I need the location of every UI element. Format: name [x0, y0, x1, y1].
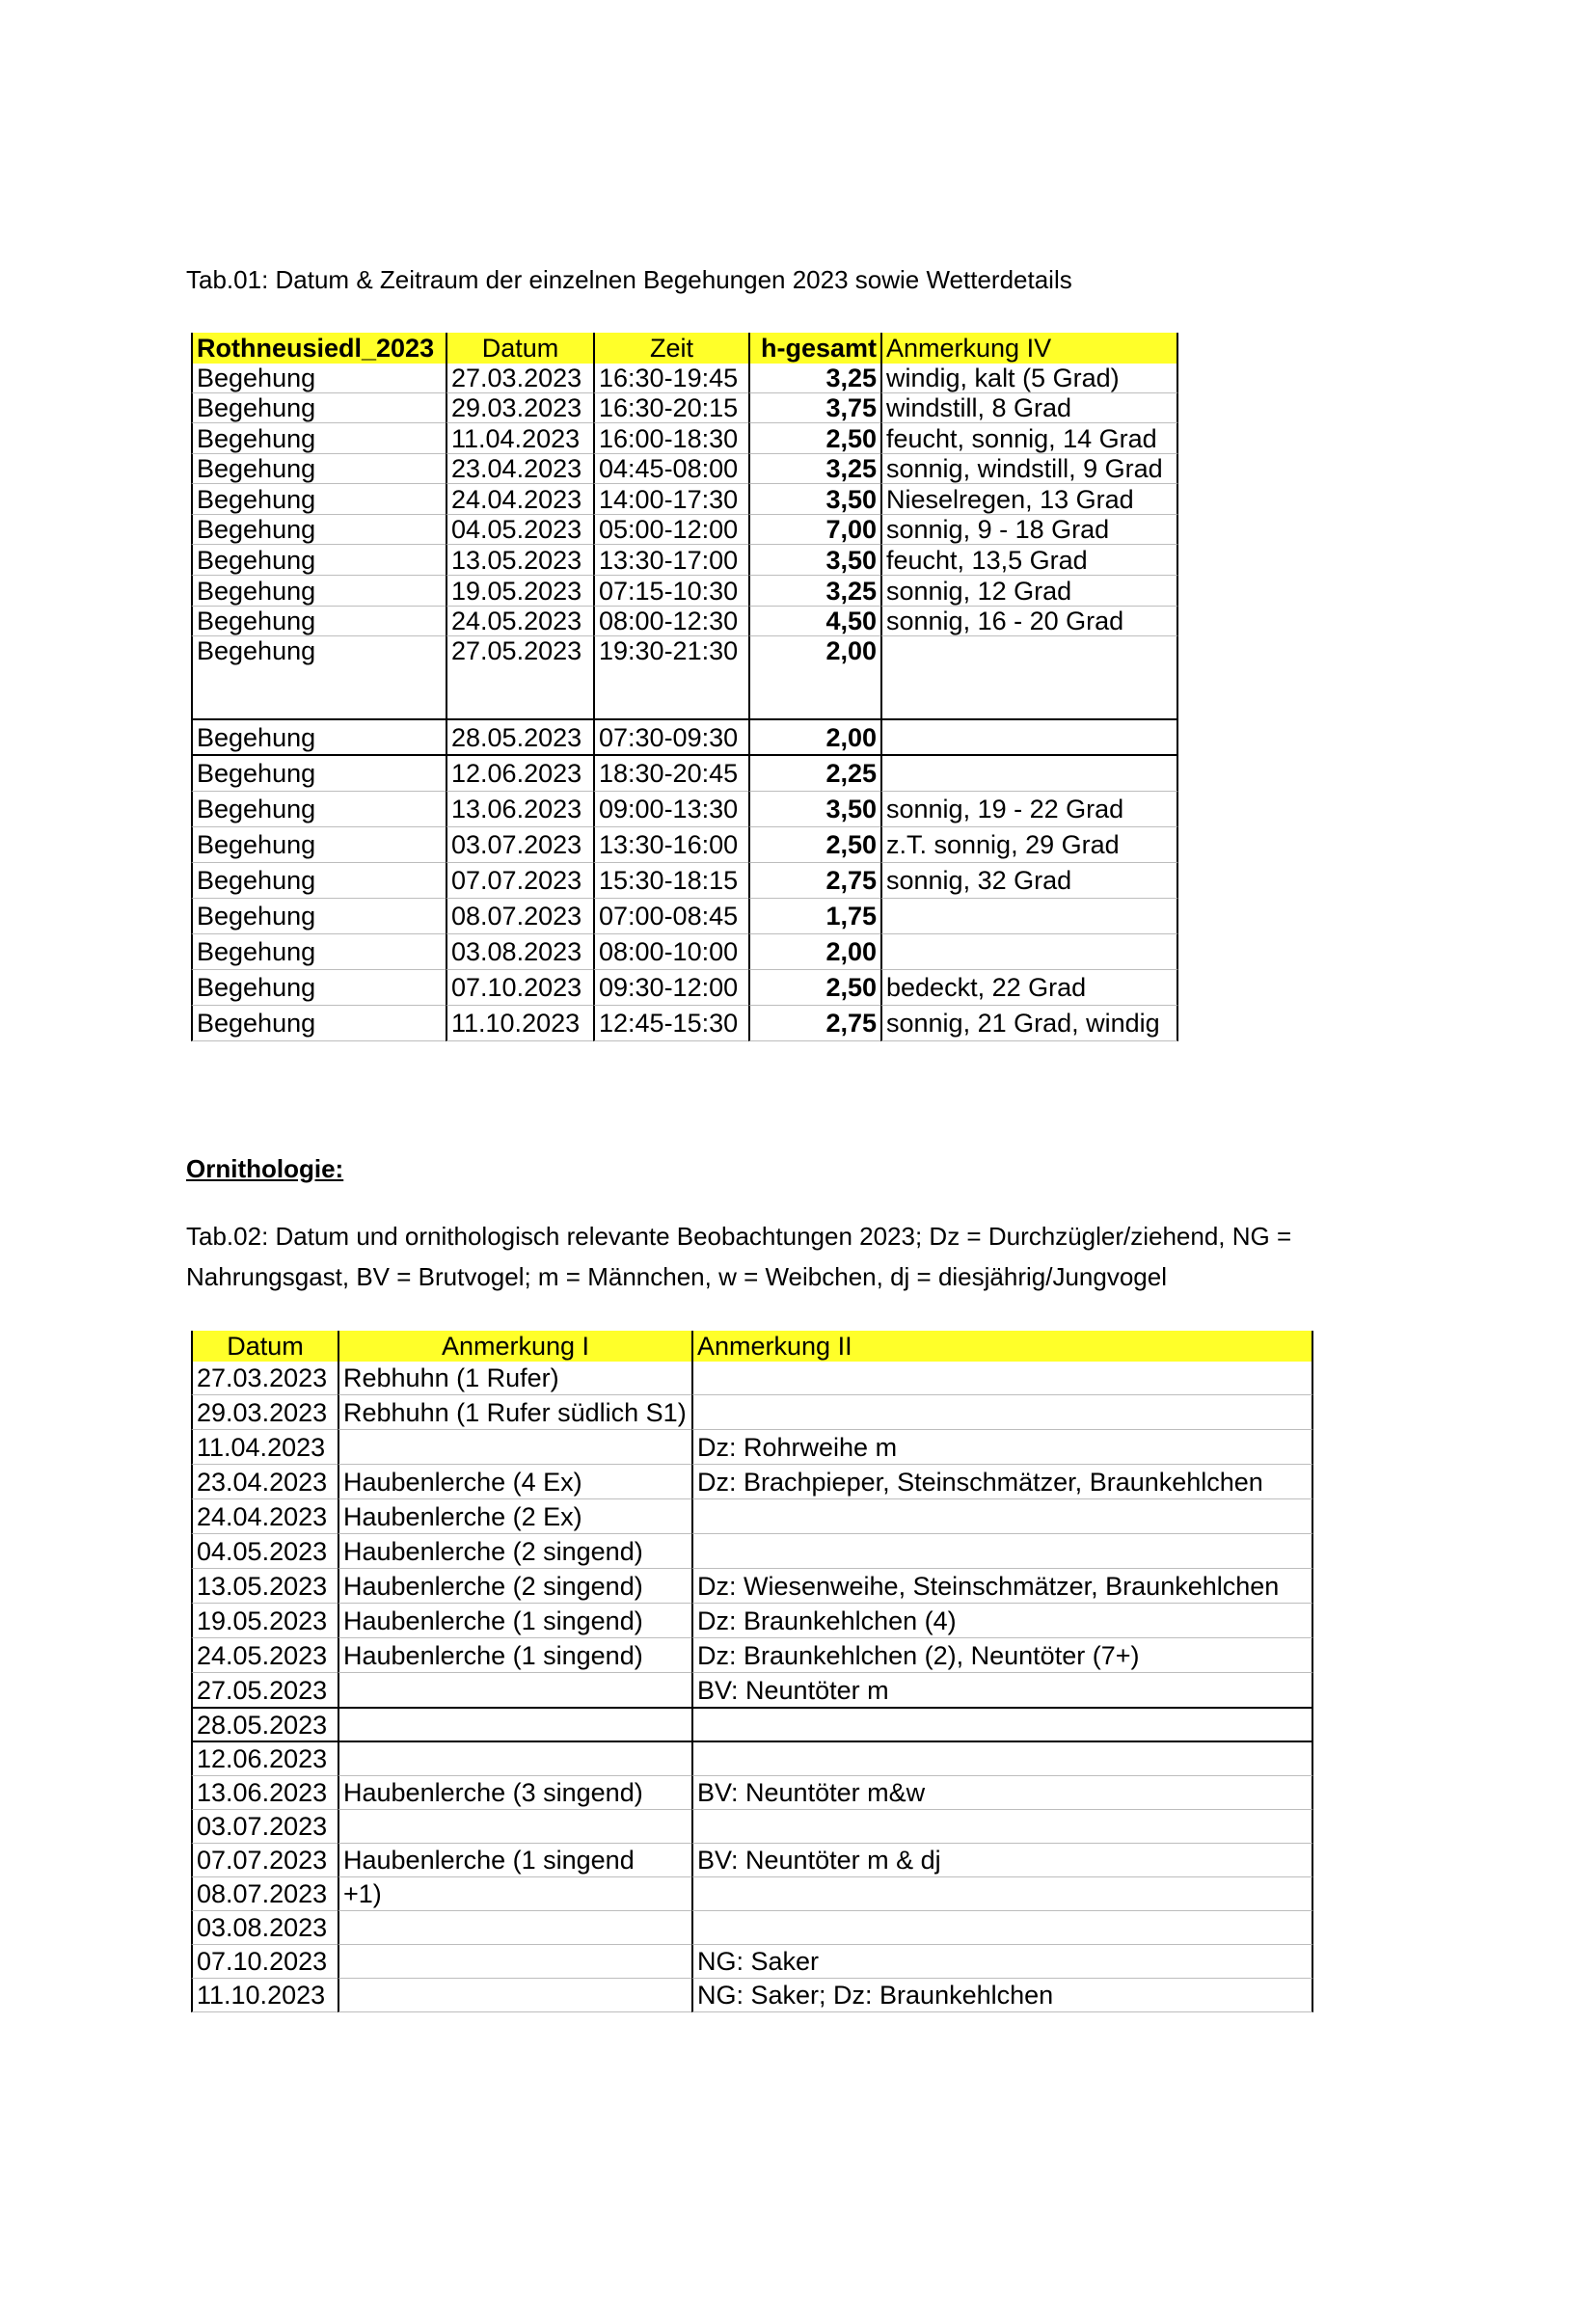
table-row	[191, 792, 1178, 827]
table-row	[191, 1499, 1313, 1534]
row-time: 04:45-08:00	[593, 454, 748, 484]
row-note2: NG: Saker; Dz: Braunkehlchen	[691, 1979, 1313, 2012]
row-note2: Dz: Braunkehlchen (4)	[691, 1604, 1313, 1638]
row-date: 07.10.2023	[446, 970, 593, 1006]
row-site: Begehung	[191, 792, 446, 827]
row-note2: Dz: Wiesenweihe, Steinschmätzer, Braunkehlchen	[691, 1569, 1313, 1604]
row-obs-date: 03.08.2023	[191, 1911, 338, 1945]
row-note2: BV: Neuntöter m & dj	[691, 1844, 1313, 1877]
row-note1: Haubenlerche (4 Ex)	[338, 1465, 691, 1499]
row-hours: 2,50	[748, 423, 880, 454]
row-time: 19:30-21:30	[593, 636, 748, 720]
row-note1: Haubenlerche (2 singend)	[338, 1569, 691, 1604]
row-note1: Haubenlerche (2 singend)	[338, 1534, 691, 1569]
row-time: 16:30-19:45	[593, 364, 748, 393]
table-row	[191, 636, 1178, 720]
row-note1	[338, 1945, 691, 1979]
col-header-note1: Anmerkung I	[338, 1331, 691, 1362]
row-date: 04.05.2023	[446, 515, 593, 545]
tab1-caption: Tab.01: Datum & Zeitraum der einzelnen Begehungen 2023 sowie Wetterdetails	[186, 265, 1072, 294]
row-date: 29.03.2023	[446, 393, 593, 423]
row-obs-date: 23.04.2023	[191, 1465, 338, 1499]
observations-table	[191, 1331, 1313, 2012]
row-note1	[338, 1430, 691, 1465]
table-row	[191, 454, 1178, 484]
table-row	[191, 1742, 1313, 1776]
weather-table-body	[191, 364, 1178, 1041]
row-note: Nieselregen, 13 Grad	[880, 484, 1178, 515]
row-site: Begehung	[191, 393, 446, 423]
row-obs-date: 03.07.2023	[191, 1810, 338, 1844]
row-note1: Rebhuhn (1 Rufer)	[338, 1362, 691, 1395]
row-note2	[691, 1911, 1313, 1945]
table-row	[191, 1362, 1313, 1395]
row-date: 28.05.2023	[446, 720, 593, 756]
row-note1: Haubenlerche (3 singend)	[338, 1776, 691, 1810]
row-time: 07:30-09:30	[593, 720, 748, 756]
row-site: Begehung	[191, 576, 446, 607]
row-time: 15:30-18:15	[593, 863, 748, 899]
table-row	[191, 1945, 1313, 1979]
table-row	[191, 1395, 1313, 1430]
row-note2	[691, 1395, 1313, 1430]
row-note	[880, 899, 1178, 934]
row-obs-date: 13.05.2023	[191, 1569, 338, 1604]
row-note2: BV: Neuntöter m	[691, 1673, 1313, 1709]
row-obs-date: 13.06.2023	[191, 1776, 338, 1810]
table-row	[191, 827, 1178, 863]
table-row	[191, 970, 1178, 1006]
row-note2	[691, 1877, 1313, 1911]
row-site: Begehung	[191, 756, 446, 792]
row-note2	[691, 1742, 1313, 1776]
table-row	[191, 1911, 1313, 1945]
row-note2: Dz: Braunkehlchen (2), Neuntöter (7+)	[691, 1638, 1313, 1673]
col-header-note2: Anmerkung II	[691, 1331, 1313, 1362]
row-note2	[691, 1499, 1313, 1534]
row-obs-date: 29.03.2023	[191, 1395, 338, 1430]
table-row	[191, 1709, 1313, 1742]
table-row	[191, 1465, 1313, 1499]
table-row	[191, 1776, 1313, 1810]
row-site: Begehung	[191, 1006, 446, 1041]
row-date: 13.06.2023	[446, 792, 593, 827]
row-note2	[691, 1810, 1313, 1844]
table-row	[191, 720, 1178, 756]
row-date: 11.04.2023	[446, 423, 593, 454]
row-note: z.T. sonnig, 29 Grad	[880, 827, 1178, 863]
row-obs-date: 24.04.2023	[191, 1499, 338, 1534]
row-hours: 7,00	[748, 515, 880, 545]
col-header-note: Anmerkung IV	[880, 333, 1178, 364]
row-site: Begehung	[191, 827, 446, 863]
row-site: Begehung	[191, 863, 446, 899]
row-obs-date: 19.05.2023	[191, 1604, 338, 1638]
row-hours: 3,25	[748, 454, 880, 484]
row-note2: NG: Saker	[691, 1945, 1313, 1979]
row-note: feucht, 13,5 Grad	[880, 545, 1178, 576]
row-date: 24.05.2023	[446, 607, 593, 636]
table-row	[191, 1638, 1313, 1673]
row-time: 13:30-17:00	[593, 545, 748, 576]
row-hours: 3,50	[748, 545, 880, 576]
row-obs-date: 04.05.2023	[191, 1534, 338, 1569]
row-note1	[338, 1979, 691, 2012]
row-note: sonnig, 12 Grad	[880, 576, 1178, 607]
row-time: 08:00-10:00	[593, 934, 748, 970]
row-note1	[338, 1911, 691, 1945]
row-site: Begehung	[191, 970, 446, 1006]
row-date: 27.03.2023	[446, 364, 593, 393]
row-note	[880, 720, 1178, 756]
row-note2: BV: Neuntöter m&w	[691, 1776, 1313, 1810]
row-obs-date: 08.07.2023	[191, 1877, 338, 1911]
observations-table-header	[191, 1331, 1313, 1362]
row-note: sonnig, 32 Grad	[880, 863, 1178, 899]
section-heading: Ornithologie:	[186, 1154, 344, 1183]
row-hours: 2,00	[748, 720, 880, 756]
row-hours: 4,50	[748, 607, 880, 636]
table-row	[191, 1534, 1313, 1569]
row-obs-date: 24.05.2023	[191, 1638, 338, 1673]
row-note1: Haubenlerche (1 singend)	[338, 1604, 691, 1638]
table-row	[191, 1430, 1313, 1465]
row-time: 16:00-18:30	[593, 423, 748, 454]
row-time: 14:00-17:30	[593, 484, 748, 515]
row-hours: 3,25	[748, 364, 880, 393]
row-note2	[691, 1534, 1313, 1569]
table-row	[191, 364, 1178, 393]
table-row	[191, 545, 1178, 576]
row-note1: Rebhuhn (1 Rufer südlich S1)	[338, 1395, 691, 1430]
table-row	[191, 1844, 1313, 1877]
row-hours: 2,25	[748, 756, 880, 792]
table-row	[191, 1569, 1313, 1604]
table-row	[191, 756, 1178, 792]
row-obs-date: 12.06.2023	[191, 1742, 338, 1776]
col-header-hours: h-gesamt	[748, 333, 880, 364]
table-row	[191, 607, 1178, 636]
row-date: 13.05.2023	[446, 545, 593, 576]
row-obs-date: 07.10.2023	[191, 1945, 338, 1979]
row-site: Begehung	[191, 545, 446, 576]
table-row	[191, 423, 1178, 454]
row-note1	[338, 1810, 691, 1844]
row-note: sonnig, windstill, 9 Grad	[880, 454, 1178, 484]
observations-table-body	[191, 1362, 1313, 2012]
row-time: 13:30-16:00	[593, 827, 748, 863]
row-obs-date: 11.04.2023	[191, 1430, 338, 1465]
table-row	[191, 1877, 1313, 1911]
row-date: 27.05.2023	[446, 636, 593, 720]
table-row	[191, 863, 1178, 899]
row-note	[880, 756, 1178, 792]
row-obs-date: 27.03.2023	[191, 1362, 338, 1395]
row-note1: +1)	[338, 1877, 691, 1911]
table-row	[191, 1006, 1178, 1041]
col-header-date: Datum	[446, 333, 593, 364]
row-hours: 2,50	[748, 970, 880, 1006]
row-note2	[691, 1362, 1313, 1395]
row-note: feucht, sonnig, 14 Grad	[880, 423, 1178, 454]
tab2-caption-line2: Nahrungsgast, BV = Brutvogel; m = Männchen, w = Weibchen, dj = diesjährig/Jungvogel	[186, 1262, 1167, 1291]
table-row	[191, 1979, 1313, 2012]
row-hours: 2,50	[748, 827, 880, 863]
row-note1: Haubenlerche (1 singend)	[338, 1638, 691, 1673]
row-note: sonnig, 19 - 22 Grad	[880, 792, 1178, 827]
table-row	[191, 934, 1178, 970]
row-note1: Haubenlerche (1 singend	[338, 1844, 691, 1877]
row-note1	[338, 1742, 691, 1776]
row-hours: 2,75	[748, 1006, 880, 1041]
tab2-caption-line1: Tab.02: Datum und ornithologisch relevante Beobachtungen 2023; Dz = Durchzügler/ziehend, NG =	[186, 1222, 1292, 1251]
row-time: 12:45-15:30	[593, 1006, 748, 1041]
table-row	[191, 576, 1178, 607]
row-note2: Dz: Brachpieper, Steinschmätzer, Braunkehlchen	[691, 1465, 1313, 1499]
table-row	[191, 393, 1178, 423]
row-date: 08.07.2023	[446, 899, 593, 934]
row-note1	[338, 1673, 691, 1709]
row-time: 16:30-20:15	[593, 393, 748, 423]
row-date: 19.05.2023	[446, 576, 593, 607]
row-time: 07:00-08:45	[593, 899, 748, 934]
row-time: 07:15-10:30	[593, 576, 748, 607]
row-date: 07.07.2023	[446, 863, 593, 899]
table-row	[191, 899, 1178, 934]
row-hours: 2,00	[748, 934, 880, 970]
row-obs-date: 28.05.2023	[191, 1709, 338, 1742]
row-obs-date: 07.07.2023	[191, 1844, 338, 1877]
col-header-time: Zeit	[593, 333, 748, 364]
col-header-obs-date: Datum	[191, 1331, 338, 1362]
row-site: Begehung	[191, 364, 446, 393]
row-time: 18:30-20:45	[593, 756, 748, 792]
row-site: Begehung	[191, 607, 446, 636]
row-date: 03.08.2023	[446, 934, 593, 970]
row-note2: Dz: Rohrweihe m	[691, 1430, 1313, 1465]
row-site: Begehung	[191, 454, 446, 484]
row-note	[880, 636, 1178, 720]
row-site: Begehung	[191, 636, 446, 720]
row-note: sonnig, 9 - 18 Grad	[880, 515, 1178, 545]
row-note: sonnig, 21 Grad, windig	[880, 1006, 1178, 1041]
row-site: Begehung	[191, 899, 446, 934]
row-note1: Haubenlerche (2 Ex)	[338, 1499, 691, 1534]
row-date: 12.06.2023	[446, 756, 593, 792]
table-row	[191, 1673, 1313, 1709]
col-header-site: Rothneusiedl_2023	[191, 333, 446, 364]
row-date: 11.10.2023	[446, 1006, 593, 1041]
row-site: Begehung	[191, 423, 446, 454]
table-row	[191, 1604, 1313, 1638]
row-time: 08:00-12:30	[593, 607, 748, 636]
row-site: Begehung	[191, 934, 446, 970]
row-site: Begehung	[191, 484, 446, 515]
row-note: windstill, 8 Grad	[880, 393, 1178, 423]
row-date: 03.07.2023	[446, 827, 593, 863]
row-time: 09:00-13:30	[593, 792, 748, 827]
row-note2	[691, 1709, 1313, 1742]
weather-table	[191, 333, 1178, 1041]
row-obs-date: 27.05.2023	[191, 1673, 338, 1709]
row-hours: 3,25	[748, 576, 880, 607]
row-time: 05:00-12:00	[593, 515, 748, 545]
row-note: sonnig, 16 - 20 Grad	[880, 607, 1178, 636]
row-note: windig, kalt (5 Grad)	[880, 364, 1178, 393]
row-time: 09:30-12:00	[593, 970, 748, 1006]
row-note1	[338, 1709, 691, 1742]
row-note	[880, 934, 1178, 970]
weather-table-header	[191, 333, 1178, 364]
row-hours: 3,50	[748, 792, 880, 827]
row-site: Begehung	[191, 515, 446, 545]
row-hours: 1,75	[748, 899, 880, 934]
row-date: 24.04.2023	[446, 484, 593, 515]
row-note: bedeckt, 22 Grad	[880, 970, 1178, 1006]
row-hours: 2,75	[748, 863, 880, 899]
row-site: Begehung	[191, 720, 446, 756]
row-hours: 2,00	[748, 636, 880, 720]
row-obs-date: 11.10.2023	[191, 1979, 338, 2012]
table-row	[191, 484, 1178, 515]
row-date: 23.04.2023	[446, 454, 593, 484]
row-hours: 3,75	[748, 393, 880, 423]
row-hours: 3,50	[748, 484, 880, 515]
table-row	[191, 1810, 1313, 1844]
table-row	[191, 515, 1178, 545]
